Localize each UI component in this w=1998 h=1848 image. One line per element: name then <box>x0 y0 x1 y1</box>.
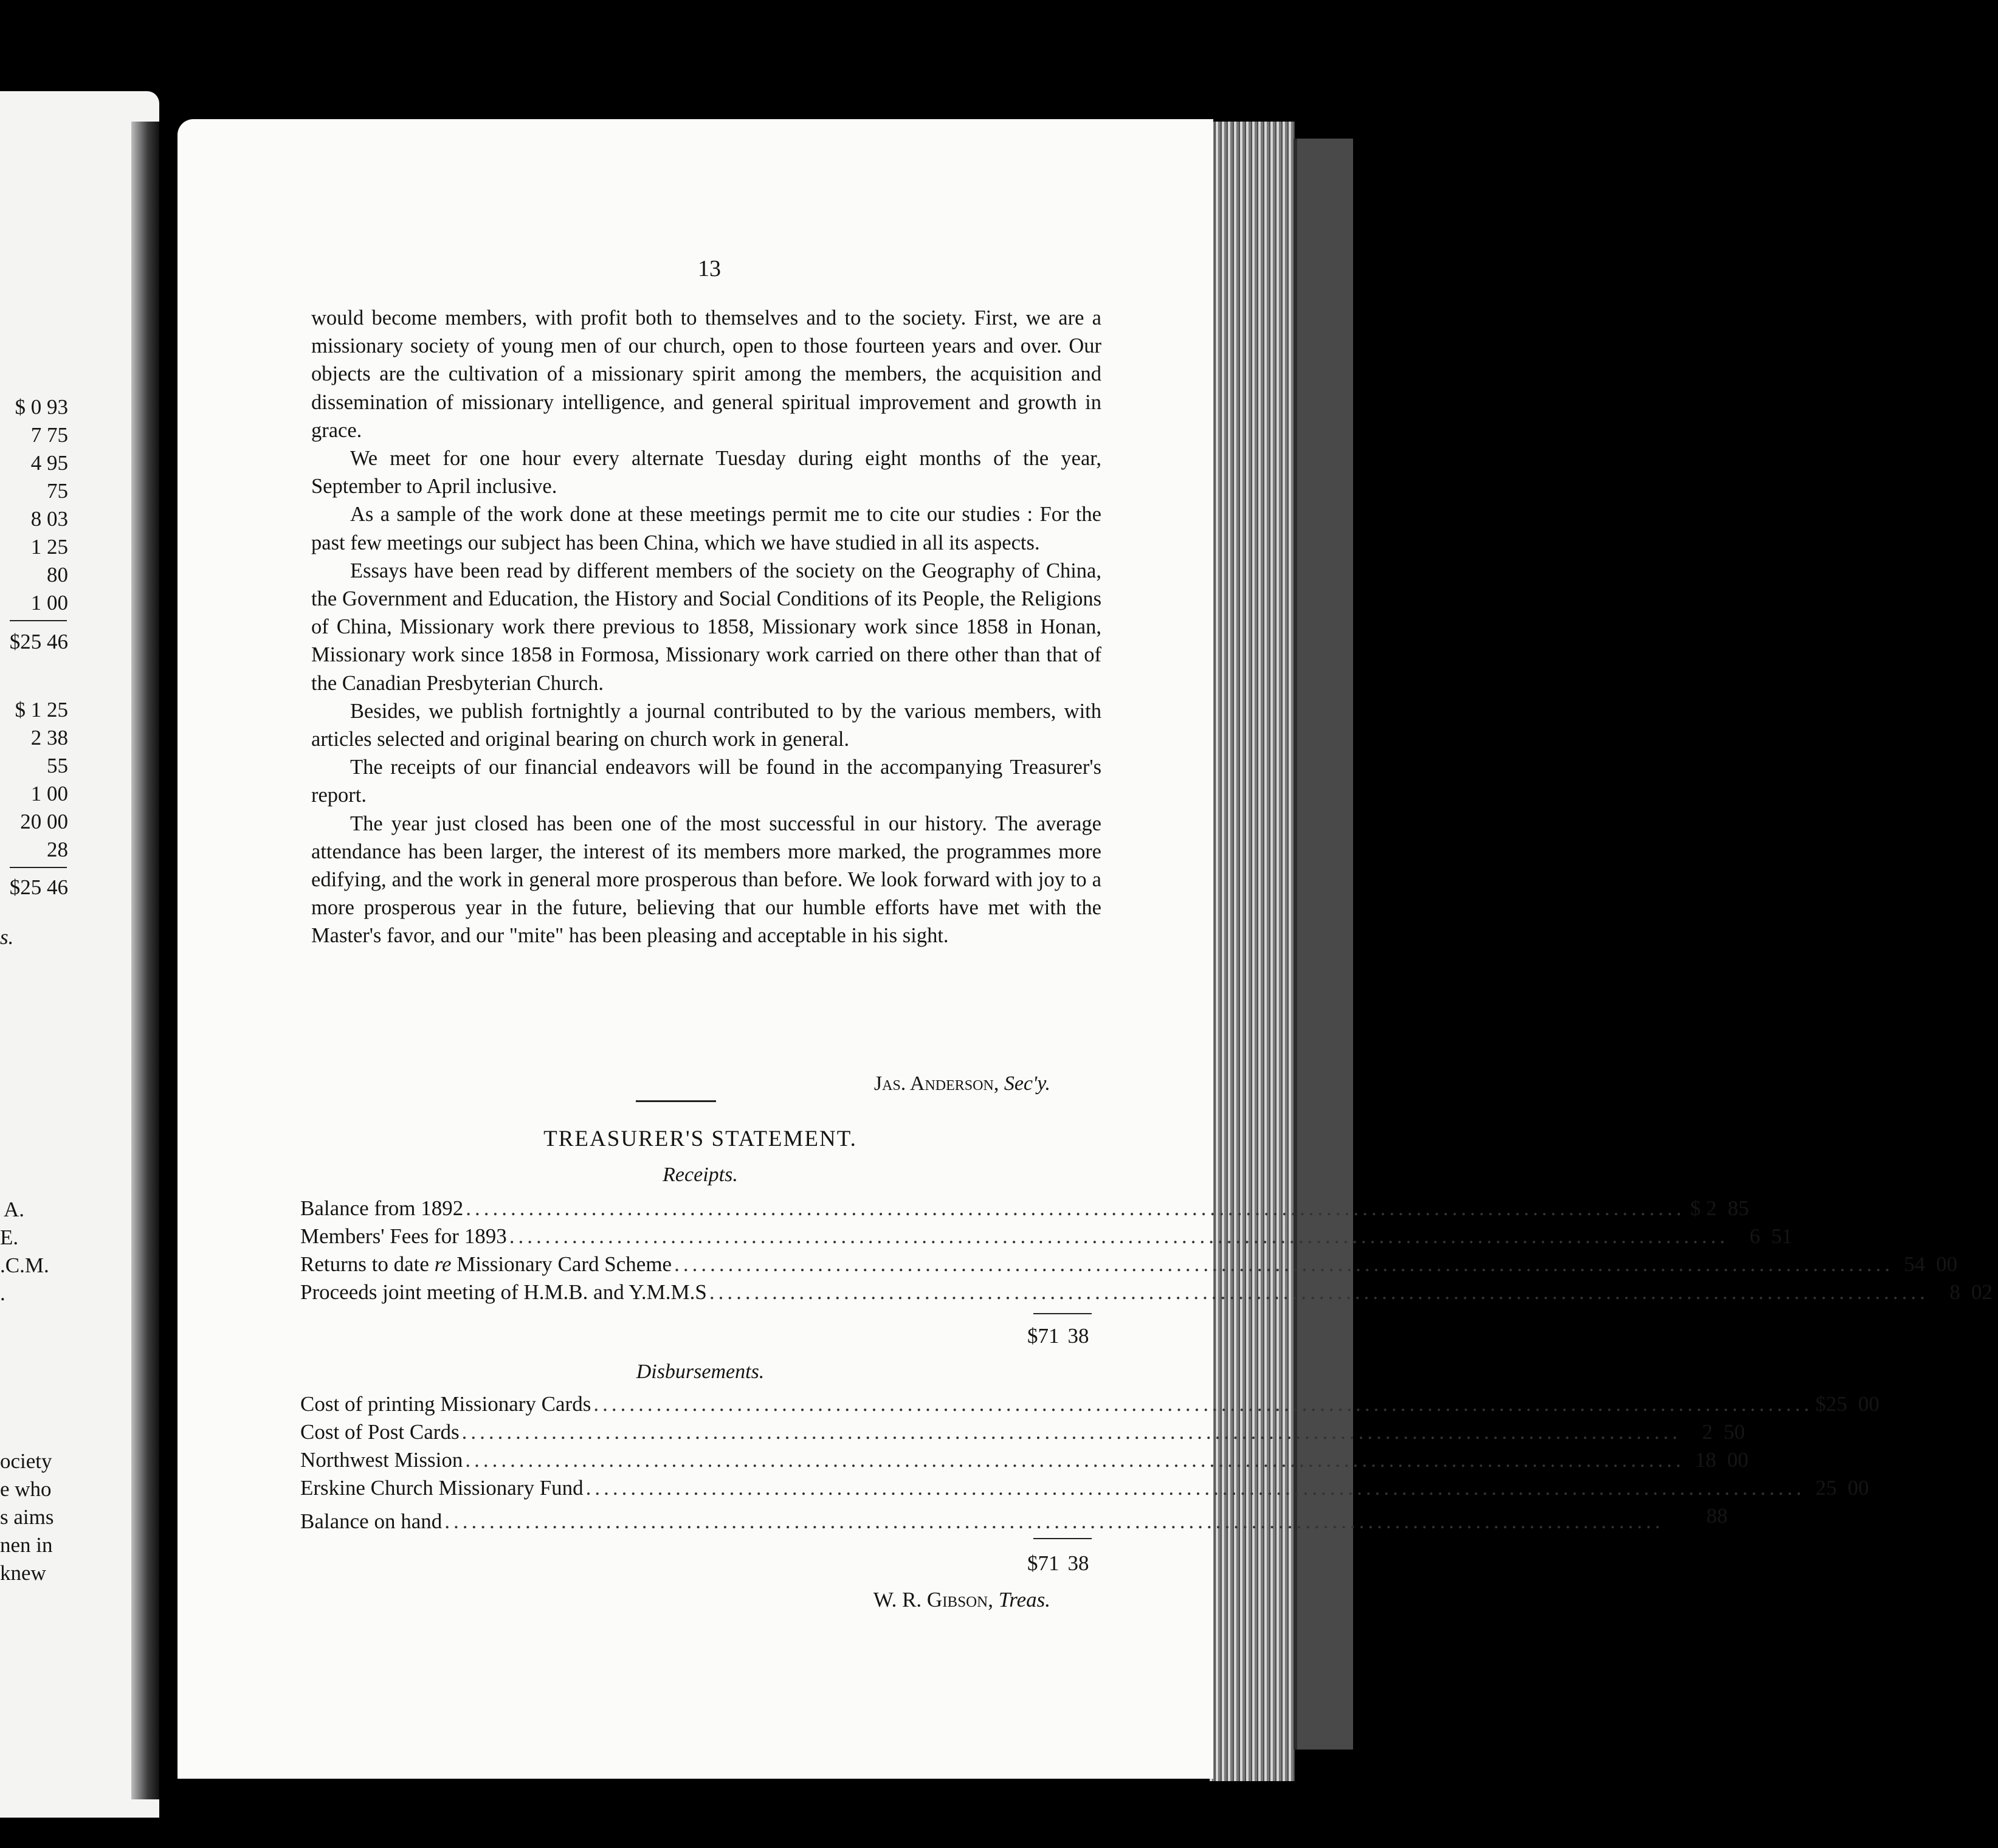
statement-title: TREASURER'S STATEMENT. <box>543 1126 857 1151</box>
entry-label: Balance from 1892 <box>300 1196 464 1220</box>
disbursement-entry <box>300 1392 1879 1420</box>
receipts-heading: Receipts. <box>663 1164 738 1186</box>
entry-label-part: Missionary Card Scheme <box>451 1252 672 1276</box>
left-amount: 1 25 <box>30 535 68 559</box>
total-dollars: $71 <box>1027 1324 1059 1348</box>
left-amount: 4 95 <box>30 451 68 475</box>
left-fragment: A. <box>4 1198 25 1221</box>
receipts-total <box>1027 1324 1100 1348</box>
paragraph: The year just closed has been one of the most successful in our history. The average attendance has been larger, the interest of its members more marked, the programmes more edifying, and the work in general more prosperous than before. We look forward with joy to a more prosperous year in the future, believing that our humble efforts have met with the Master's favor, and our "mite" has been pleasing and acceptable in his sight. <box>311 812 1101 948</box>
left-amount: 80 <box>47 563 68 587</box>
secretary-name: Jas. Anderson, <box>873 1072 999 1095</box>
treasurer-name: W. R. Gibson, <box>873 1588 993 1612</box>
entry-label-italic: re <box>434 1252 452 1276</box>
treasurer-signature <box>873 1588 1050 1612</box>
receipt-entry <box>300 1252 1958 1280</box>
left-total-rule <box>10 620 67 621</box>
secretary-title: Sec'y. <box>1004 1072 1050 1095</box>
disbursement-entry <box>300 1420 1745 1448</box>
entry-label: Members' Fees for 1893 <box>300 1224 507 1248</box>
disbursement-entry <box>300 1504 1728 1533</box>
entry-dollars: 8 <box>1949 1280 1960 1304</box>
receipt-entry <box>300 1280 1993 1308</box>
leader-dots: ........................................................................................................................................ <box>585 1476 1805 1500</box>
entry-label <box>300 1252 672 1277</box>
disbursements-list <box>300 1392 1879 1533</box>
entry-dollars: 2 <box>1702 1420 1713 1444</box>
book-cover <box>1294 139 1353 1750</box>
leader-dots: ........................................................................................................................................ <box>466 1196 1686 1220</box>
disbursements-heading: Disbursements. <box>636 1360 765 1383</box>
left-total-rule <box>10 867 67 868</box>
left-amount: 8 03 <box>30 507 68 531</box>
left-fragment: ociety <box>0 1449 52 1473</box>
leader-dots: ........................................................................................................................................ <box>674 1252 1894 1276</box>
disbursement-entry <box>300 1448 1749 1476</box>
entry-cents: 88 <box>1706 1504 1728 1528</box>
entry-dollars: 18 <box>1695 1448 1717 1472</box>
left-total: $25 46 <box>9 630 68 653</box>
leader-dots: ........................................................................................................................................ <box>593 1392 1813 1416</box>
left-amount: 20 00 <box>20 810 68 833</box>
receipt-entry <box>300 1224 1793 1252</box>
entry-label: Erskine Church Missionary Fund <box>300 1476 584 1500</box>
paragraph: Besides, we publish fortnightly a journal contributed to by the various members, with articles selected and original bearing on church work in general. <box>311 699 1101 751</box>
entry-cents: 00 <box>1936 1252 1958 1276</box>
left-page-fragment <box>0 91 159 1818</box>
left-amount: 28 <box>47 838 68 861</box>
paragraph: We meet for one hour every alternate Tuesday during eight months of the year, September to April inclusive. <box>311 447 1101 498</box>
total-dollars: $71 <box>1027 1551 1059 1575</box>
entry-cents: 00 <box>1858 1392 1879 1416</box>
left-fragment: nen in <box>0 1533 53 1557</box>
disbursements-total <box>1027 1551 1100 1576</box>
disbursement-entry <box>300 1476 1869 1504</box>
paragraph: The receipts of our financial endeavors will be found in the accompanying Treasurer's report. <box>311 756 1101 807</box>
left-fragment: E. <box>0 1226 19 1249</box>
paragraph: would become members, with profit both to themselves and to the society. First, we are a missionary society of young men of our church, open to those fourteen years and over. Our objects are the cultivation of a missionary spirit among the members, the acquisition and dissemination of missionary intelligence, and general spiritual improvement and growth in grace. <box>311 306 1101 442</box>
leader-dots: ........................................................................................................................................ <box>465 1448 1685 1472</box>
left-amount: $ 0 93 <box>15 395 68 419</box>
left-fragment: . <box>0 1281 5 1305</box>
receipt-entry <box>300 1196 1749 1224</box>
leader-dots: ........................................................................................................................................ <box>444 1509 1664 1533</box>
total-cents: 38 <box>1067 1551 1089 1575</box>
leader-dots: ........................................................................................................................................ <box>509 1224 1729 1248</box>
entry-cents: 85 <box>1728 1196 1749 1220</box>
leader-dots: ........................................................................................................................................ <box>709 1280 1929 1304</box>
total-cents: 38 <box>1067 1324 1089 1348</box>
entry-label: Proceeds joint meeting of H.M.B. and Y.M.M.S <box>300 1280 707 1304</box>
left-amount: 1 00 <box>30 591 68 615</box>
page-gutter <box>131 122 159 1799</box>
page-number: 13 <box>698 256 721 281</box>
treasurer-title: Treas. <box>998 1588 1050 1612</box>
entry-label: Balance on hand <box>300 1509 443 1533</box>
entry-cents: 50 <box>1723 1420 1745 1444</box>
entry-dollars: 6 <box>1749 1224 1760 1248</box>
disbursements-total-rule <box>1033 1538 1092 1539</box>
paragraph: As a sample of the work done at these meetings permit me to cite our studies : For the past few meetings our subject has been China, which we have studied in all its aspects. <box>311 503 1101 554</box>
left-fragment: e who <box>0 1477 52 1501</box>
body-text <box>311 304 1101 950</box>
left-amount: $ 1 25 <box>15 698 68 722</box>
entry-dollars: $25 <box>1815 1392 1847 1416</box>
entry-cents: 00 <box>1727 1448 1749 1472</box>
left-amount: 7 75 <box>30 423 68 447</box>
left-fragment: .C.M. <box>0 1253 49 1277</box>
receipts-total-rule <box>1033 1313 1092 1314</box>
left-fragment: s. <box>0 925 14 949</box>
left-amount: 1 00 <box>30 782 68 805</box>
left-total: $25 46 <box>9 875 68 899</box>
left-amount: 2 38 <box>30 726 68 750</box>
entry-label: Cost of printing Missionary Cards <box>300 1392 591 1416</box>
entry-label: Cost of Post Cards <box>300 1420 460 1444</box>
section-divider <box>636 1100 716 1102</box>
entry-label: Northwest Mission <box>300 1448 463 1472</box>
entry-label-part: Returns to date <box>300 1252 435 1276</box>
leader-dots: ........................................................................................................................................ <box>461 1420 1681 1444</box>
entry-dollars: 54 <box>1904 1252 1926 1276</box>
entry-cents: 02 <box>1971 1280 1993 1304</box>
entry-cents: 51 <box>1771 1224 1793 1248</box>
left-fragment: s aims <box>0 1505 54 1529</box>
entry-cents: 00 <box>1847 1476 1869 1500</box>
left-amount: 75 <box>47 479 68 503</box>
paragraph: Essays have been read by different members of the society on the Geography of China, the Government and Education, the History and Social Conditions of its People, the Religions of China, Missionary work there previous to 1858, Missionary work since 1858 in Honan, Missionary work since 1858 in Formosa, Missionary work carried on there other than that of the Canadian Presbyterian Church. <box>311 559 1101 695</box>
receipts-list <box>300 1196 1993 1308</box>
left-amount: 55 <box>47 754 68 777</box>
secretary-signature <box>874 1072 1050 1095</box>
entry-dollars: $ 2 <box>1690 1196 1717 1220</box>
entry-dollars: 25 <box>1815 1476 1837 1500</box>
left-fragment: knew <box>0 1561 46 1585</box>
